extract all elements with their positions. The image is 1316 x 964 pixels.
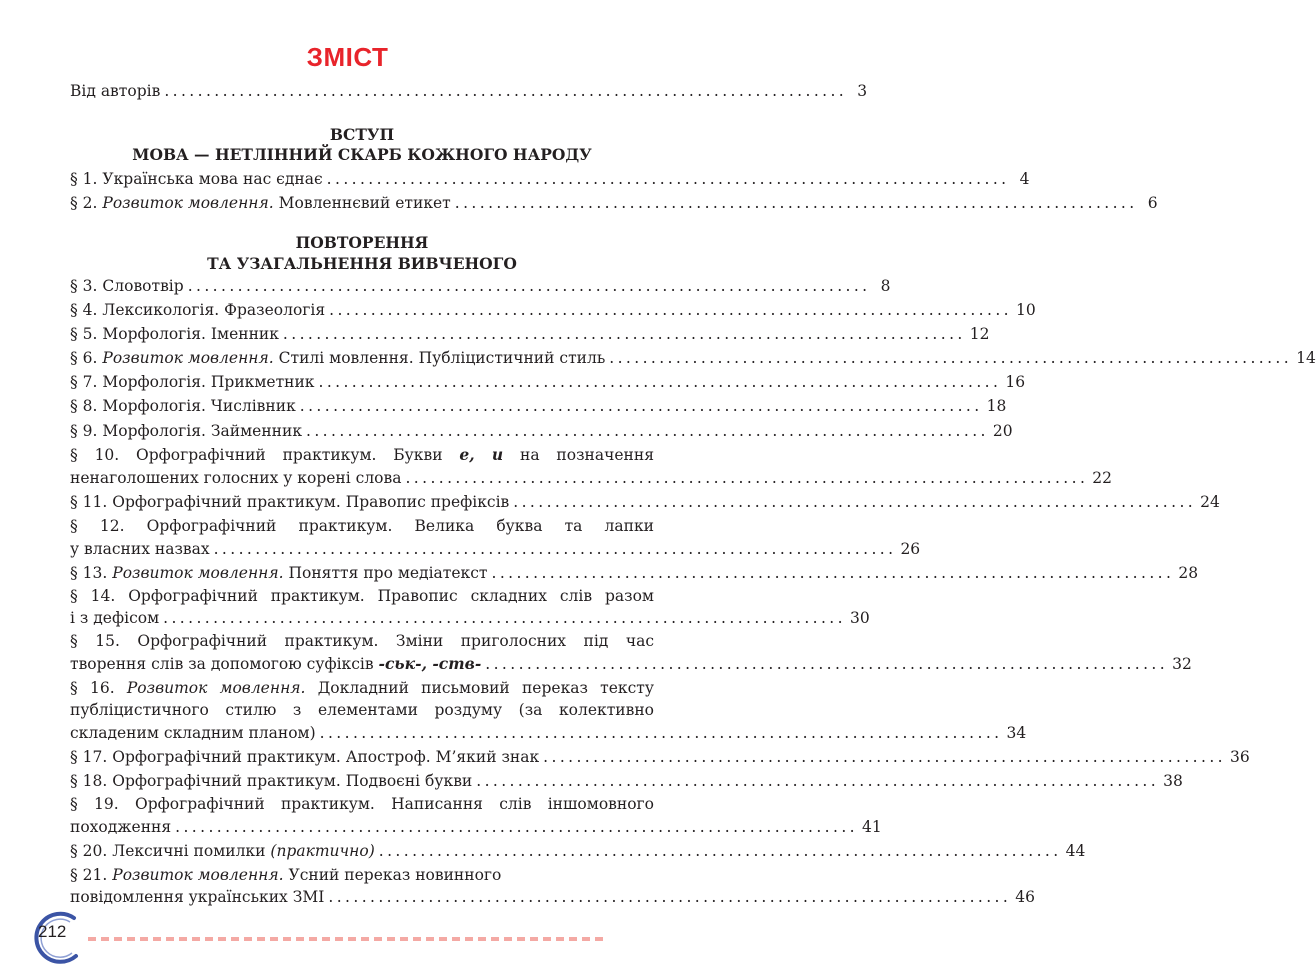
- entry-num: § 5.: [70, 325, 98, 343]
- entry-num: § 3.: [70, 277, 98, 295]
- leader-dots: ..................................................................................: [513, 493, 1197, 511]
- section-subheading: ТА УЗАГАЛЬНЕННЯ ВИВЧЕНОГО: [207, 254, 517, 273]
- leader-dots: ..................................................................................: [164, 82, 848, 100]
- page-number: 212: [38, 922, 67, 941]
- entry-page: 28: [1178, 564, 1199, 582]
- toc-entry-18[interactable]: [70, 770, 1183, 792]
- leader-dots: ..................................................................................: [405, 469, 1089, 487]
- entry-italic: Розвиток мовлення.: [102, 349, 274, 367]
- entry-num: § 8.: [70, 397, 98, 415]
- leader-dots: ..................................................................................: [476, 772, 1160, 790]
- toc-entry-1[interactable]: [70, 168, 1030, 190]
- entry-text: § 19. Орфографічний практикум. Написання слів іншомовного: [70, 795, 654, 813]
- entry-text: Морфологія. Прикметник: [102, 373, 315, 391]
- toc-entry-4[interactable]: [70, 299, 1036, 321]
- entry-text: Орфографічний практикум. Подвоєні букви: [112, 772, 473, 790]
- entry-num: § 20.: [70, 842, 108, 860]
- toc-entry-9[interactable]: [70, 420, 1013, 442]
- entry-text: повідомлення українських ЗМІ: [70, 888, 325, 906]
- toc-entry-16-line3[interactable]: [70, 722, 1027, 744]
- entry-page: 16: [1005, 373, 1026, 391]
- entry-page: 6: [1147, 194, 1158, 212]
- entry-italic: (практично): [270, 842, 375, 860]
- section-heading: ПОВТОРЕННЯ: [295, 233, 429, 252]
- entry-italic: Розвиток мовлення.: [102, 194, 274, 212]
- entry-page: 34: [1006, 724, 1027, 742]
- entry-text: Морфологія. Займенник: [102, 422, 303, 440]
- entry-page: 3: [857, 82, 868, 100]
- leader-dots: ..................................................................................: [318, 373, 1002, 391]
- entry-text: і з дефісом: [70, 609, 160, 627]
- toc-entry-authors[interactable]: [70, 80, 868, 102]
- entry-text: ненаголошених голосних у корені слова: [70, 469, 402, 487]
- toc-entry-14-line1[interactable]: [70, 585, 654, 607]
- toc-entry-16-line2[interactable]: [70, 699, 654, 721]
- toc-entry-3[interactable]: [70, 275, 891, 297]
- entry-text: § 15. Орфографічний практикум. Зміни приголосних під час: [70, 632, 654, 650]
- entry-page: 30: [849, 609, 870, 627]
- entry-text: публіцистичного стилю з елементами роздуму (за колективно: [70, 701, 654, 719]
- entry-page: 14: [1296, 349, 1316, 367]
- entry-letter: и: [491, 445, 504, 464]
- toc-entry-5[interactable]: [70, 323, 990, 345]
- entry-page: 36: [1230, 748, 1250, 766]
- entry-num: § 17.: [70, 748, 108, 766]
- footer-dash-line: [88, 937, 608, 941]
- entry-page: 46: [1015, 888, 1035, 906]
- entry-page: 38: [1163, 772, 1183, 790]
- section-subheading: МОВА — НЕТЛІННИЙ СКАРБ КОЖНОГО НАРОДУ: [132, 145, 592, 164]
- entry-text: творення слів за допомогою суфіксів: [70, 655, 374, 673]
- leader-dots: ..................................................................................: [328, 888, 1012, 906]
- entry-text: § 10. Орфографічний практикум. Букви: [70, 446, 443, 464]
- leader-dots: ..................................................................................: [609, 349, 1293, 367]
- entry-page: 44: [1065, 842, 1086, 860]
- toc-entry-10-line2[interactable]: [70, 467, 1113, 489]
- toc-entry-20[interactable]: [70, 840, 1086, 862]
- entry-num: § 21.: [70, 866, 108, 884]
- entry-text: Лексикологія. Фразеологія: [102, 301, 326, 319]
- entry-suffix: -ств-: [432, 654, 482, 673]
- entry-num: § 1.: [70, 170, 98, 188]
- entry-letter: е,: [459, 445, 475, 464]
- toc-entry-6[interactable]: [70, 347, 1316, 369]
- entry-text: складеним складним планом): [70, 724, 316, 742]
- entry-page: 20: [992, 422, 1013, 440]
- entry-text: Усний переказ новинного: [288, 866, 502, 884]
- leader-dots: ..................................................................................: [543, 748, 1226, 766]
- entry-text: Докладний письмовий переказ тексту: [317, 679, 654, 697]
- entry-page: 32: [1172, 655, 1192, 673]
- entry-text: Українська мова нас єднає: [102, 170, 323, 188]
- leader-dots: ..................................................................................: [491, 564, 1175, 582]
- entry-num: § 13.: [70, 564, 108, 582]
- leader-dots: ..................................................................................: [213, 540, 897, 558]
- toc-entry-2[interactable]: [70, 192, 1158, 214]
- entry-text: Від авторів: [70, 82, 161, 100]
- entry-num: § 16.: [70, 679, 115, 697]
- entry-italic: Розвиток мовлення.: [112, 564, 284, 582]
- entry-italic: Розвиток мовлення.: [126, 679, 306, 697]
- entry-text: Лексичні помилки: [112, 842, 266, 860]
- entry-text: Мовленнєвий етикет: [278, 194, 451, 212]
- toc-entry-11[interactable]: [70, 491, 1220, 513]
- toc-entry-21-line1[interactable]: [70, 864, 654, 886]
- toc-entry-13[interactable]: [70, 562, 1199, 584]
- toc-entry-21-line2[interactable]: [70, 886, 1035, 908]
- toc-entry-15-line2[interactable]: [70, 653, 1192, 675]
- entry-text: § 14. Орфографічний практикум. Правопис складних слів разом: [70, 587, 654, 605]
- leader-dots: ..................................................................................: [282, 325, 966, 343]
- entry-text: у власних назвах: [70, 540, 210, 558]
- entry-page: 12: [969, 325, 990, 343]
- entry-num: § 2.: [70, 194, 98, 212]
- leader-dots: ..................................................................................: [326, 170, 1010, 188]
- entry-text: Орфографічний практикум. Правопис префіксів: [112, 493, 510, 511]
- entry-text: Орфографічний практикум. Апостроф. М’який знак: [112, 748, 540, 766]
- entry-num: § 11.: [70, 493, 108, 511]
- entry-page: 41: [861, 818, 882, 836]
- entry-num: § 9.: [70, 422, 98, 440]
- toc-entry-19-line2[interactable]: [70, 816, 882, 838]
- leader-dots: ..................................................................................: [306, 422, 989, 440]
- entry-italic: Розвиток мовлення.: [112, 866, 284, 884]
- leader-dots: ..................................................................................: [485, 655, 1169, 673]
- toc-entry-12-line2[interactable]: [70, 538, 921, 560]
- entry-text: Словотвір: [102, 277, 184, 295]
- toc-entry-12-line1[interactable]: [70, 515, 654, 537]
- entry-page: 22: [1092, 469, 1113, 487]
- toc-entry-7[interactable]: [70, 371, 1026, 393]
- entry-num: § 4.: [70, 301, 98, 319]
- leader-dots: ..................................................................................: [454, 194, 1138, 212]
- entry-page: 18: [986, 397, 1007, 415]
- toc-entry-14-line2[interactable]: [70, 607, 870, 629]
- entry-text: Морфологія. Числівник: [102, 397, 296, 415]
- entry-page: 4: [1019, 170, 1030, 188]
- toc-title: ЗМІСТ: [306, 42, 389, 72]
- entry-page: 8: [880, 277, 891, 295]
- leader-dots: ..................................................................................: [163, 609, 846, 627]
- entry-num: § 6.: [70, 349, 98, 367]
- toc-entry-10-line1[interactable]: [70, 444, 654, 466]
- entry-text: Морфологія. Іменник: [102, 325, 279, 343]
- leader-dots: ..................................................................................: [329, 301, 1012, 319]
- entry-num: § 7.: [70, 373, 98, 391]
- leader-dots: ..................................................................................: [299, 397, 983, 415]
- entry-page: 24: [1200, 493, 1220, 511]
- entry-page: 26: [900, 540, 921, 558]
- leader-dots: ..................................................................................: [187, 277, 871, 295]
- entry-num: § 18.: [70, 772, 108, 790]
- entry-page: 10: [1015, 301, 1036, 319]
- leader-dots: ..................................................................................: [378, 842, 1062, 860]
- entry-text: на позначення: [520, 446, 654, 464]
- toc-entry-15-line1[interactable]: [70, 630, 654, 652]
- entry-text: Стилі мовлення. Публіцистичний стиль: [278, 349, 606, 367]
- entry-text: § 12. Орфографічний практикум. Велика буква та лапки: [70, 517, 654, 535]
- entry-text: Поняття про медіатекст: [288, 564, 488, 582]
- toc-entry-19-line1[interactable]: [70, 793, 654, 815]
- leader-dots: ..................................................................................: [175, 818, 858, 836]
- toc-entry-17[interactable]: [70, 746, 1250, 768]
- entry-suffix: -ськ-,: [378, 654, 427, 673]
- entry-text: походження: [70, 818, 172, 836]
- leader-dots: ..................................................................................: [319, 724, 1003, 742]
- toc-entry-16-line1[interactable]: [70, 677, 654, 699]
- toc-entry-8[interactable]: [70, 395, 1007, 417]
- section-heading: ВСТУП: [329, 125, 395, 144]
